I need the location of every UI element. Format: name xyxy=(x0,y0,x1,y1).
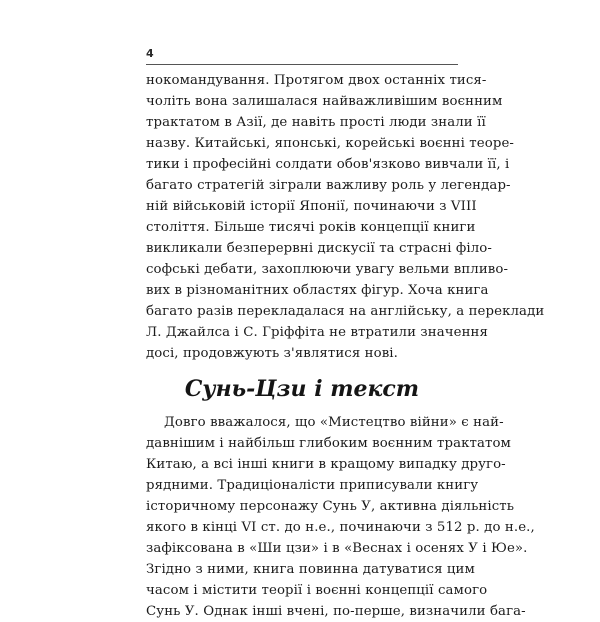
text-line: Сунь У. Однак інші вчені, по-перше, визначили бага- xyxy=(146,604,526,619)
text-line: софські дебати, захоплюючи увагу вельми впливо- xyxy=(146,262,509,277)
text-line: чоліть вона залишалася найважливішим воєнним xyxy=(146,94,503,109)
text-line: вих в різноманітних областях фігур. Хоча книга xyxy=(146,283,489,298)
text-line: багато разів перекладалася на англійську, а переклади xyxy=(146,304,545,319)
text-line: Довго вважалося, що «Мистецтво війни» є най- xyxy=(164,415,504,430)
paragraph-1 xyxy=(146,70,545,364)
text-line: ній військовій історії Японії, починаючи з VIII xyxy=(146,199,477,214)
text-line: століття. Більше тисячі років концепції книги xyxy=(146,220,476,235)
text-line: нокомандування. Протягом двох останніх тися- xyxy=(146,73,487,88)
text-line: давнішим і найбільш глибоким воєнним трактатом xyxy=(146,436,511,451)
text-line: Згідно з ними, книга повинна датуватися цим xyxy=(146,562,475,577)
page-number: 4 xyxy=(146,47,154,60)
text-line: Л. Джайлса і С. Гріффіта не втратили значення xyxy=(146,325,488,340)
header-rule xyxy=(146,64,458,65)
text-line: назву. Китайські, японські, корейські воєнні теоре- xyxy=(146,136,515,151)
book-page xyxy=(146,38,545,619)
text-line: Китаю, а всі інші книги в кращому випадку друго- xyxy=(146,457,506,472)
text-line: тики і професійні солдати обов'язково вивчали її, і xyxy=(146,157,510,172)
text-line: трактатом в Азії, де навіть прості люди знали її xyxy=(146,115,486,130)
text-line: рядними. Традиціоналісти приписували книгу xyxy=(146,478,479,493)
text-line: історичному персонажу Сунь У, активна діяльність xyxy=(146,499,515,514)
paragraph-2 xyxy=(146,412,535,622)
text-line: якого в кінці VI ст. до н.е., починаючи з 512 р. до н.е., xyxy=(146,520,535,535)
text-line: багато стратегій зіграли важливу роль у легендар- xyxy=(146,178,511,193)
section-title: Сунь-Цзи і текст xyxy=(184,376,420,402)
body-text xyxy=(146,70,545,622)
text-line: часом і містити теорії і воєнні концепції самого xyxy=(146,583,488,598)
text-line: зафіксована в «Ши цзи» і в «Веснах і осенях У і Юе». xyxy=(146,541,528,556)
text-line: викликали безперервні дискусії та страсні філо- xyxy=(146,241,492,256)
text-line: досі, продовжують з'являтися нові. xyxy=(146,346,398,361)
